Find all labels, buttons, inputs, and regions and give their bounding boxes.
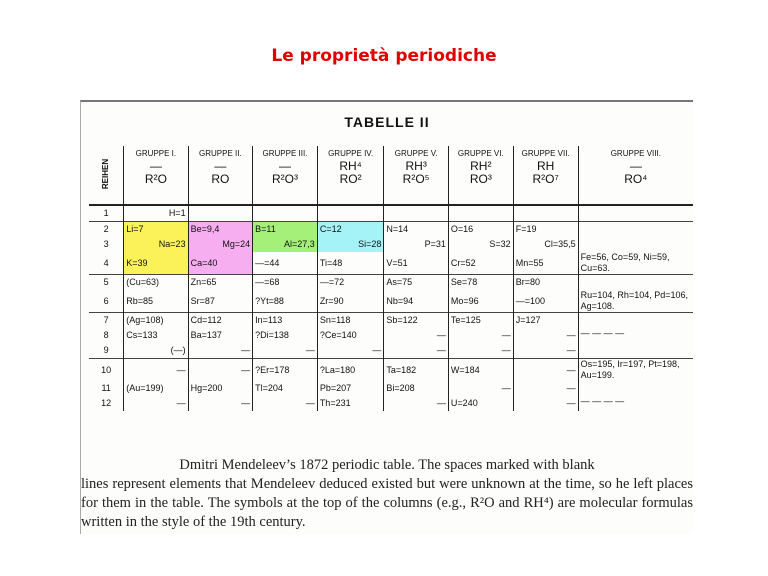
row-number: 6: [103, 295, 109, 306]
group-oxide-formula: R²O³: [271, 172, 298, 186]
row-number: 4: [103, 257, 109, 268]
group-hydride-formula: —: [149, 159, 162, 173]
element-cell: In=113: [253, 313, 318, 329]
group-oxide-formula: RO: [211, 172, 230, 186]
element-cell: Pb=207: [317, 381, 384, 396]
table-row: [89, 343, 693, 359]
element-cell: Ta=182: [384, 359, 449, 382]
group-hydride-formula: RH²: [470, 159, 492, 173]
element-cell: K=39: [124, 252, 188, 275]
group-name: GRUPPE VI.: [457, 149, 504, 158]
group-hydride-formula: RH³: [405, 159, 427, 173]
element-cell: Sn=118: [317, 313, 384, 329]
row-number: 3: [103, 239, 109, 249]
row-number: 9: [103, 345, 109, 355]
group-name: GRUPPE VIII.: [610, 149, 661, 158]
element-cell: Zn=65: [188, 275, 253, 291]
element-cell: Nb=94: [384, 290, 449, 313]
group-header-5: [384, 146, 449, 205]
group-header-8: [578, 146, 693, 205]
group-header-7: [513, 146, 578, 205]
row-number: 10: [89, 359, 124, 382]
element-cell: ?La=180: [317, 359, 384, 382]
row-number: 8: [103, 330, 109, 340]
element-cell: —=72: [317, 275, 384, 291]
group-oxide-formula: R²O: [144, 172, 167, 186]
caption-rest: lines represent elements that Mendeleev deduced existed but were unknown at the time, so he left places for them in the table. The symbols at the top of the columns (e.g., R²O and RH⁴) are molecular formulas written in the style of the 19th century.: [81, 476, 693, 530]
element-cell: —: [188, 396, 253, 411]
element-cell: Sr=87: [188, 290, 253, 313]
element-cell: —=44: [253, 252, 318, 275]
element-cell: —: [253, 343, 318, 359]
table-row: [89, 222, 693, 238]
row-number: 2: [89, 222, 124, 238]
element-cell: N=14: [384, 222, 449, 238]
element-cell: W=184: [448, 359, 513, 382]
row-number: 7: [89, 313, 124, 329]
group-header-6: [448, 146, 513, 205]
group-header-row: [89, 146, 693, 205]
group-name: GRUPPE VII.: [521, 149, 570, 158]
element-cell: F=19: [513, 222, 578, 238]
element-cell: S=32: [448, 237, 513, 252]
element-cell: C=12: [317, 222, 384, 238]
element-cell: —: [448, 343, 513, 359]
element-cell: [188, 205, 253, 222]
table-row: [89, 381, 693, 396]
table-row: [89, 328, 693, 343]
element-cell: [317, 205, 384, 222]
element-cell: —: [253, 396, 318, 411]
group-oxide-formula: R²O⁷: [532, 172, 559, 186]
element-cell: Hg=200: [188, 381, 253, 396]
element-cell: —: [124, 396, 188, 411]
element-cell: Ca=40: [188, 252, 253, 275]
element-cell: Th=231: [317, 396, 384, 411]
element-cell: [578, 222, 693, 238]
element-cell: [578, 205, 693, 222]
group-name: GRUPPE I.: [135, 149, 177, 158]
element-cell: — — — —: [578, 328, 693, 343]
element-cell: ?Di=138: [253, 328, 318, 343]
element-cell: —: [448, 328, 513, 343]
element-cell: —: [188, 343, 253, 359]
element-cell: Cl=35,5: [513, 237, 578, 252]
element-cell: B=11: [253, 222, 318, 238]
element-cell: (Ag=108): [124, 313, 188, 329]
element-cell: [578, 313, 693, 329]
group-hydride-formula: —: [629, 159, 642, 173]
element-cell: Mg=24: [188, 237, 253, 252]
periodic-table: [89, 146, 693, 411]
element-cell: — — — —: [578, 396, 693, 411]
element-cell: Cs=133: [124, 328, 188, 343]
table-row: [89, 237, 693, 252]
element-cell: —: [513, 343, 578, 359]
element-cell: (Au=199): [124, 381, 188, 396]
element-cell: U=240: [448, 396, 513, 411]
group-name: GRUPPE II.: [199, 149, 242, 158]
mendeleev-table: [89, 146, 693, 411]
element-cell: Rb=85: [124, 290, 188, 313]
element-cell: [253, 205, 318, 222]
row-number: 5: [89, 275, 124, 291]
row-number: 11: [101, 383, 111, 393]
element-cell: Se=78: [448, 275, 513, 291]
reihen-header: [89, 146, 124, 205]
element-cell: [578, 343, 693, 359]
element-cell: [578, 237, 693, 252]
element-cell: Te=125: [448, 313, 513, 329]
element-cell: —: [124, 359, 188, 382]
element-cell: —: [513, 396, 578, 411]
group-hydride-formula: —: [214, 159, 227, 173]
row-number: 12: [101, 398, 112, 408]
element-cell: Si=28: [317, 237, 384, 252]
group-name: GRUPPE IV.: [328, 149, 374, 158]
element-cell: Ru=104, Rh=104, Pd=106, Ag=108.: [578, 290, 693, 313]
element-cell: —: [317, 343, 384, 359]
table-row: [89, 252, 693, 275]
scanned-table-image: [80, 100, 693, 534]
element-cell: [578, 381, 693, 396]
table-row: [89, 275, 693, 291]
element-cell: ?Er=178: [253, 359, 318, 382]
element-cell: Li=7: [124, 222, 188, 238]
element-cell: —: [384, 396, 449, 411]
element-cell: [384, 205, 449, 222]
caption-line-1: Dmitri Mendeleev’s 1872 periodic table. The spaces marked with blank: [179, 457, 595, 473]
table-row: [89, 290, 693, 313]
group-name: GRUPPE V.: [394, 149, 438, 158]
element-cell: Zr=90: [317, 290, 384, 313]
element-cell: —: [188, 359, 253, 382]
group-oxide-formula: R²O⁵: [402, 172, 430, 186]
element-cell: —=68: [253, 275, 318, 291]
element-cell: Al=27,3: [253, 237, 318, 252]
table-row: [89, 359, 693, 382]
element-cell: (—): [124, 343, 188, 359]
group-oxide-formula: RO⁴: [624, 172, 648, 186]
group-hydride-formula: RH: [537, 159, 555, 173]
element-cell: Cr=52: [448, 252, 513, 275]
element-cell: [578, 275, 693, 291]
group-hydride-formula: RH⁴: [339, 159, 362, 173]
element-cell: —: [384, 328, 449, 343]
group-oxide-formula: RO³: [469, 172, 492, 186]
reihen-label: REIHEN: [101, 158, 111, 190]
element-cell: Bi=208: [384, 381, 449, 396]
table-row: [89, 313, 693, 329]
table-heading: TABELLE II: [344, 114, 430, 130]
element-cell: Ba=137: [188, 328, 253, 343]
element-cell: —: [513, 328, 578, 343]
caption: [81, 456, 693, 532]
element-cell: V=51: [384, 252, 449, 275]
element-cell: H=1: [124, 205, 188, 222]
table-row: [89, 205, 693, 222]
element-cell: Be=9,4: [188, 222, 253, 238]
group-oxide-formula: RO²: [339, 172, 362, 186]
element-cell: Os=195, Ir=197, Pt=198, Au=199.: [578, 359, 693, 382]
group-name: GRUPPE III.: [262, 149, 308, 158]
element-cell: Br=80: [513, 275, 578, 291]
element-cell: —: [513, 381, 578, 396]
group-header-1: [124, 146, 188, 205]
element-cell: P=31: [384, 237, 449, 252]
element-cell: ?Ce=140: [317, 328, 384, 343]
element-cell: —: [513, 359, 578, 382]
element-cell: O=16: [448, 222, 513, 238]
element-cell: Sb=122: [384, 313, 449, 329]
row-number: 1: [103, 208, 109, 218]
element-cell: [513, 205, 578, 222]
element-cell: Mn=55: [513, 252, 578, 275]
group-hydride-formula: —: [278, 159, 291, 173]
element-cell: ?Yt=88: [253, 290, 318, 313]
element-cell: (Cu=63): [124, 275, 188, 291]
group-header-2: [188, 146, 253, 205]
group-header-3: [253, 146, 318, 205]
element-cell: Mo=96: [448, 290, 513, 313]
element-cell: —: [384, 343, 449, 359]
element-cell: —: [448, 381, 513, 396]
table-row: [89, 396, 693, 411]
element-cell: [448, 205, 513, 222]
element-cell: Tl=204: [253, 381, 318, 396]
element-cell: J=127: [513, 313, 578, 329]
element-cell: Fe=56, Co=59, Ni=59, Cu=63.: [578, 252, 693, 275]
slide-title: Le proprietà periodiche: [271, 46, 497, 66]
element-cell: —=100: [513, 290, 578, 313]
element-cell: As=75: [384, 275, 449, 291]
element-cell: Na=23: [124, 237, 188, 252]
element-cell: Ti=48: [317, 252, 384, 275]
element-cell: Cd=112: [188, 313, 253, 329]
group-header-4: [317, 146, 384, 205]
